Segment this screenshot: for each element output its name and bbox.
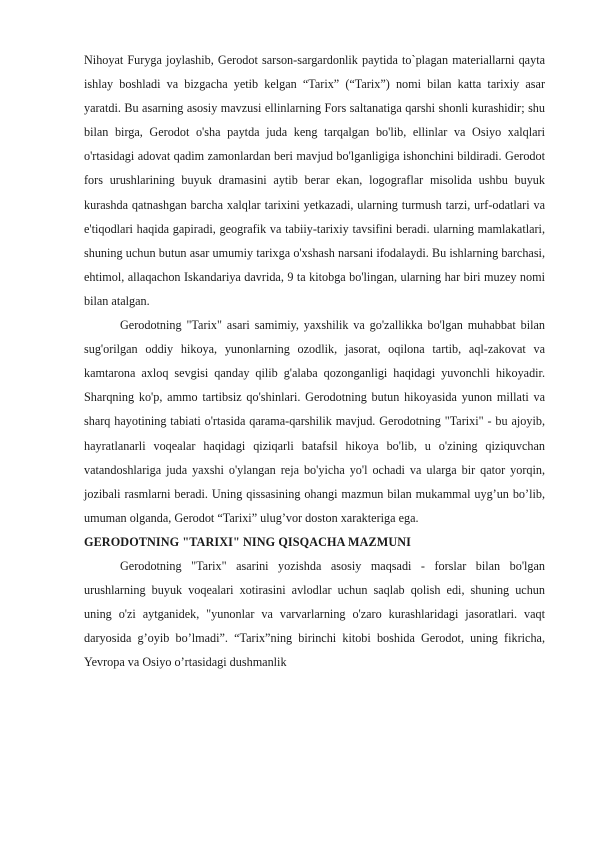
document-page [84,48,545,674]
paragraph-2: Gerodotning "Tarix" asari samimiy, yaxshilik va go'zallikka bo'lgan muhabbat bilan sug'orilgan oddiy hikoya, yunonlarning ozodlik, jasorat, oqilona tartib, aql-zakovat va kamtarona axloq sevgisi qanday qilib g'alaba qozonganligi haqidagi yuvonchli hikoyadir. Sharqning ko'p, ammo tartibsiz qo'shinlari. Gerodotning butun hikoyasida yunon millati va sharq hayotining tabiati o'rtasida qarama-qarshilik mavjud. Gerodotning "Tarixi" - bu ajoyib, hayratlanarli voqealar haqidagi qiziqarli batafsil hikoya bo'lib, u o'zining qiziquvchan vatandoshlariga juda yaxshi o'ylangan reja bo'yicha yo'l ochadi va ularga bir qator yorqin, jozibali rasmlarni beradi. Uning qissasining ohangi mazmun bilan mukammal uyg’un bo’lib, umuman olganda, Gerodot “Tarixi” ulug’vor doston xarakteriga ega. [84,318,545,525]
section-heading: GERODOTNING "TARIXI" NING QISQACHA MAZMUNI [84,534,411,549]
paragraph-1: Nihoyat Furyga joylashib, Gerodot sarson-sargardonlik paytida to`plagan materiallarni qayta ishlay boshladi va bizgacha yetib kelgan “Tarix” (“Tarix”) nomi bilan katta tarixiy asar yaratdi. Bu asarning asosiy mavzusi ellinlarning Fors saltanatiga qarshi shonli kurashidir; shu bilan birga, Gerodot o'sha paytda juda keng tarqalgan bo'lib, ellinlar va Osiyo xalqlari o'rtasidagi adovat qadim zamonlardan beri mavjud bo'lganligiga ishonchini bildiradi. Gerodot fors urushlarining buyuk dramasini aytib berar ekan, logograflar misolida ushbu buyuk kurashda qatnashgan barcha xalqlar tarixini yetkazadi, ularning turmush tarzi, urf-odatlari va e'tiqodlari haqida gapiradi, geografik va tabiiy-tarixiy tavsifini beradi. ularning mamlakatlari, shuning uchun butun asar umumiy tarixga o'xshash narsani ifodalaydi. Bu ishlarning barchasi, ehtimol, allaqachon Iskandariya davrida, 9 ta kitobga bo'lingan, ularning har biri muzey nomi bilan atalgan. [84,53,545,308]
paragraph-3: Gerodotning "Tarix" asarini yozishda asosiy maqsadi - forslar bilan bo'lgan urushlarning buyuk voqealari xotirasini avlodlar uchun saqlab qolish edi, shuning uchun uning o'zi aytganidek, "yunonlar va varvarlarning o'zaro kurashlaridagi jasoratlari. vaqt daryosida g’oyib bo’lmadi”. “Tarix”ning birinchi kitobi boshida Gerodot, uning fikricha, Yevropa va Osiyo o’rtasidagi dushmanlik [84,558,545,670]
